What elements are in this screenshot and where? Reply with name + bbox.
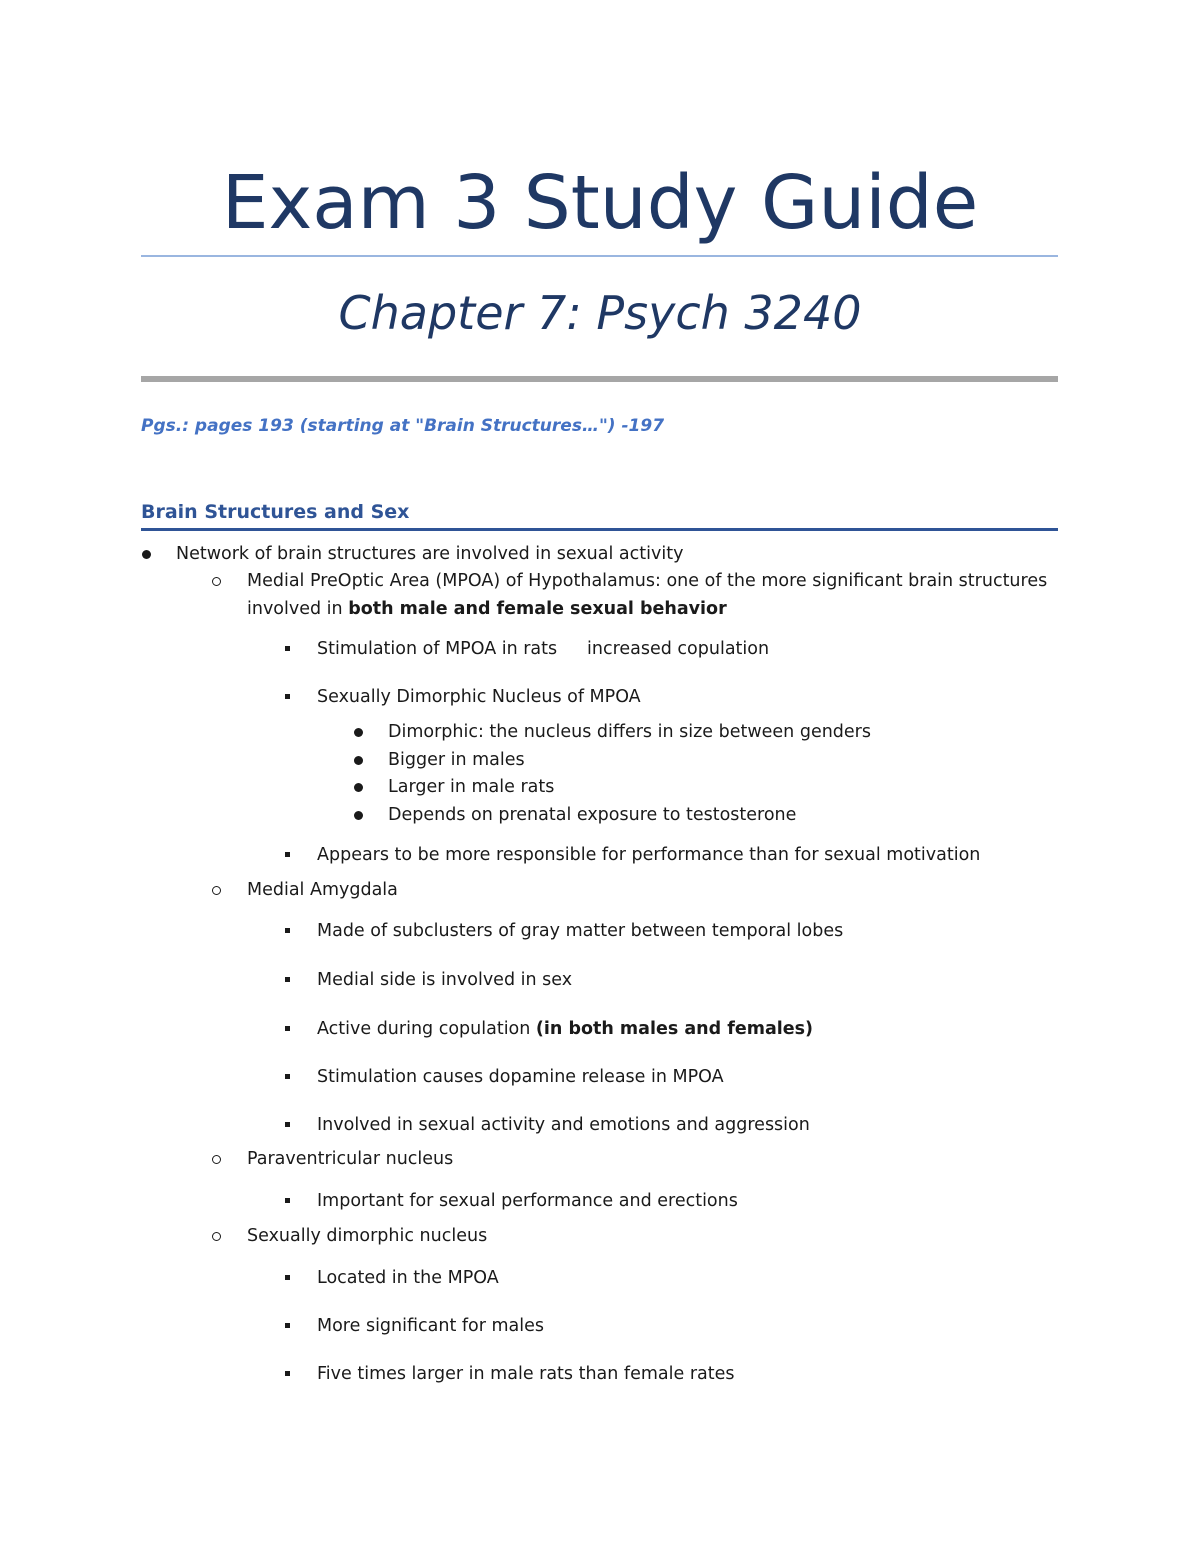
- list-item: Involved in sexual activity and emotions and aggression: [317, 1115, 810, 1135]
- text-bold: both male and female sexual behavior: [348, 599, 727, 619]
- bullet-square: [285, 1122, 290, 1127]
- list-item: Sexually dimorphic nucleus: [247, 1226, 488, 1246]
- document-subtitle: Chapter 7: Psych 3240: [338, 286, 862, 340]
- list-item: Medial PreOptic Area (MPOA) of Hypothalamus: one of the more significant brain structures: [247, 571, 1048, 591]
- list-item: Made of subclusters of gray matter between temporal lobes: [317, 921, 844, 941]
- bullet-square: [285, 1198, 290, 1203]
- text-plain: Active during copulation: [317, 1019, 536, 1039]
- bullet-square: [285, 694, 290, 699]
- title-underline: [141, 255, 1058, 257]
- bullet-square: [285, 1275, 290, 1280]
- bullet-square: [285, 1323, 290, 1328]
- bullet-square: [285, 852, 290, 857]
- list-item: Dimorphic: the nucleus differs in size between genders: [388, 722, 871, 742]
- list-item-result: increased copulation: [587, 639, 770, 659]
- list-item: Network of brain structures are involved in sexual activity: [176, 544, 684, 564]
- bullet-disc: [142, 550, 151, 559]
- list-item: Appears to be more responsible for performance than for sexual motivation: [317, 845, 981, 865]
- list-item: Bigger in males: [388, 750, 525, 770]
- list-item: Five times larger in male rats than female rates: [317, 1364, 735, 1384]
- bullet-circle: [212, 1155, 221, 1164]
- list-item: Larger in male rats: [388, 777, 555, 797]
- subtitle-divider: [141, 376, 1058, 382]
- list-item: [317, 1018, 813, 1040]
- list-item: Located in the MPOA: [317, 1268, 499, 1288]
- document-title: Exam 3 Study Guide: [221, 160, 979, 246]
- bullet-square: [285, 1026, 290, 1031]
- list-item: Paraventricular nucleus: [247, 1149, 454, 1169]
- list-item: Important for sexual performance and erections: [317, 1191, 738, 1211]
- text-bold: (in both males and females): [535, 1019, 814, 1039]
- list-item: Depends on prenatal exposure to testosterone: [388, 805, 797, 825]
- section-heading-rule: [141, 528, 1058, 531]
- bullet-circle: [212, 577, 221, 586]
- section-heading: Brain Structures and Sex: [141, 501, 410, 523]
- pages-note: Pgs.: pages 193 (starting at "Brain Structures…") -197: [141, 416, 665, 436]
- bullet-disc: [354, 811, 363, 820]
- bullet-disc: [354, 783, 363, 792]
- bullet-disc: [354, 756, 363, 765]
- list-item: More significant for males: [317, 1316, 545, 1336]
- bullet-square: [285, 646, 290, 651]
- list-item: Medial side is involved in sex: [317, 970, 573, 990]
- bullet-square: [285, 1371, 290, 1376]
- list-item-continuation: [247, 598, 727, 620]
- bullet-circle: [212, 1232, 221, 1241]
- list-item: Stimulation causes dopamine release in MPOA: [317, 1067, 724, 1087]
- text-plain: involved in: [247, 599, 349, 619]
- bullet-square: [285, 977, 290, 982]
- bullet-disc: [354, 728, 363, 737]
- bullet-circle: [212, 886, 221, 895]
- bullet-square: [285, 1074, 290, 1079]
- bullet-square: [285, 928, 290, 933]
- list-item: Medial Amygdala: [247, 880, 398, 900]
- list-item: Sexually Dimorphic Nucleus of MPOA: [317, 687, 641, 707]
- list-item: Stimulation of MPOA in rats: [317, 639, 558, 659]
